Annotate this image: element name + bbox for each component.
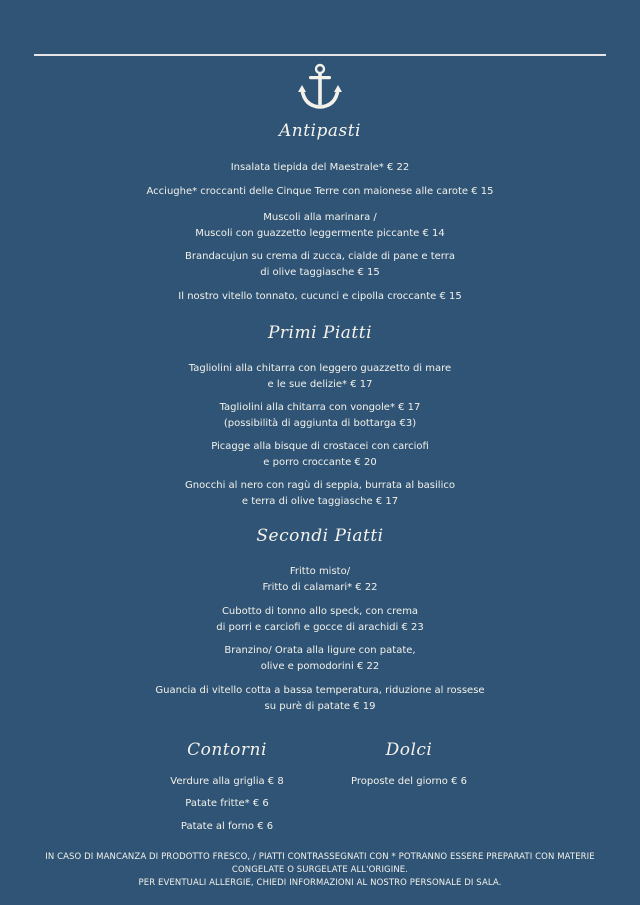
contorni-item-1: Verdure alla griglia € 8: [170, 776, 284, 787]
menu-item-text: Insalata tiepida del Maestrale* € 22: [230, 162, 410, 173]
menu-item-antipasti-1: [0, 160, 640, 176]
section-title-dolci: Dolci: [385, 740, 433, 760]
menu-item-text: su purè di patate € 19: [264, 700, 376, 712]
footer-line-1: IN CASO DI MANCANZA DI PRODOTTO FRESCO, / PIATTI CONTRASSEGNATI CON * POTRANNO ESSERE PREPARATI CON MATERIE: [45, 852, 595, 862]
menu-item-primi-3: [0, 439, 640, 470]
menu-item-text: Il nostro vitello tonnato, cucunci e cipolla croccante € 15: [178, 291, 462, 302]
menu-item-text: olive e pomodorini € 22: [260, 660, 380, 672]
menu-item-text: Tagliolini alla chitarra con leggero guazzetto di mare: [188, 363, 452, 374]
menu-item-text: Guancia di vitello cotta a bassa temperatura, riduzione al rossese: [155, 685, 485, 696]
contorni-item-2: Patate fritte* € 6: [185, 798, 269, 809]
menu-item-text: Tagliolini alla chitarra con vongole* € 17: [219, 402, 421, 413]
menu-item-text: Picagge alla bisque di crostacei con carciofi: [211, 441, 429, 452]
top-divider: [34, 54, 606, 56]
menu-item-primi-4: [0, 478, 640, 509]
allergen-notice: [0, 851, 640, 890]
menu-item-text: di olive taggiasche € 15: [260, 266, 380, 278]
menu-item-text: e terra di olive taggiasche € 17: [241, 495, 399, 507]
menu-item-text: e porro croccante € 20: [263, 456, 377, 468]
menu-item-text: Brandacujun su crema di zucca, cialde di pane e terra: [185, 251, 455, 262]
section-title-primi: Primi Piatti: [267, 323, 373, 343]
menu-item-secondi-2: [0, 604, 640, 635]
menu-item-primi-2: [0, 400, 640, 431]
menu-item-antipasti-4: [0, 249, 640, 280]
anchor-icon: [298, 63, 342, 111]
menu-item-primi-1: [0, 361, 640, 392]
menu-item-antipasti-2: [0, 184, 640, 200]
menu-item-text: Muscoli alla marinara /: [263, 212, 377, 223]
menu-item-text: e le sue delizie* € 17: [267, 378, 373, 390]
menu-item-text: Muscoli con guazzetto leggermente piccante € 14: [195, 227, 445, 239]
menu-item-text: Gnocchi al nero con ragù di seppia, burrata al basilico: [185, 480, 455, 491]
contorni-item-3: Patate al forno € 6: [180, 821, 274, 832]
menu-item-text: Acciughe* croccanti delle Cinque Terre con maionese alle carote € 15: [146, 186, 494, 197]
menu-item-text: Fritto misto/: [289, 566, 351, 577]
menu-item-secondi-3: [0, 643, 640, 674]
menu-item-text: Branzino/ Orata alla ligure con patate,: [224, 645, 416, 656]
menu-item-text: (possibilità di aggiunta di bottarga €3): [223, 417, 417, 429]
menu-item-antipasti-3: [0, 210, 640, 241]
menu-item-text: di porri e carciofi e gocce di arachidi € 23: [216, 621, 424, 633]
section-title-secondi: Secondi Piatti: [256, 526, 384, 546]
menu-item-antipasti-5: [0, 289, 640, 305]
menu-item-secondi-1: [0, 564, 640, 595]
menu-item-text: Fritto di calamari* € 22: [262, 581, 378, 593]
section-title-contorni: Contorni: [187, 740, 267, 760]
menu-item-secondi-4: [0, 683, 640, 714]
dolci-item-1: Proposte del giorno € 6: [351, 776, 467, 787]
menu-item-text: Cubotto di tonno allo speck, con crema: [221, 606, 419, 617]
footer-line-2: CONGELATE O SURGELATE ALL'ORIGINE.: [231, 865, 409, 875]
footer-line-3: PER EVENTUALI ALLERGIE, CHIEDI INFORMAZIONI AL NOSTRO PERSONALE DI SALA.: [138, 878, 502, 888]
section-title-antipasti: Antipasti: [278, 121, 361, 141]
